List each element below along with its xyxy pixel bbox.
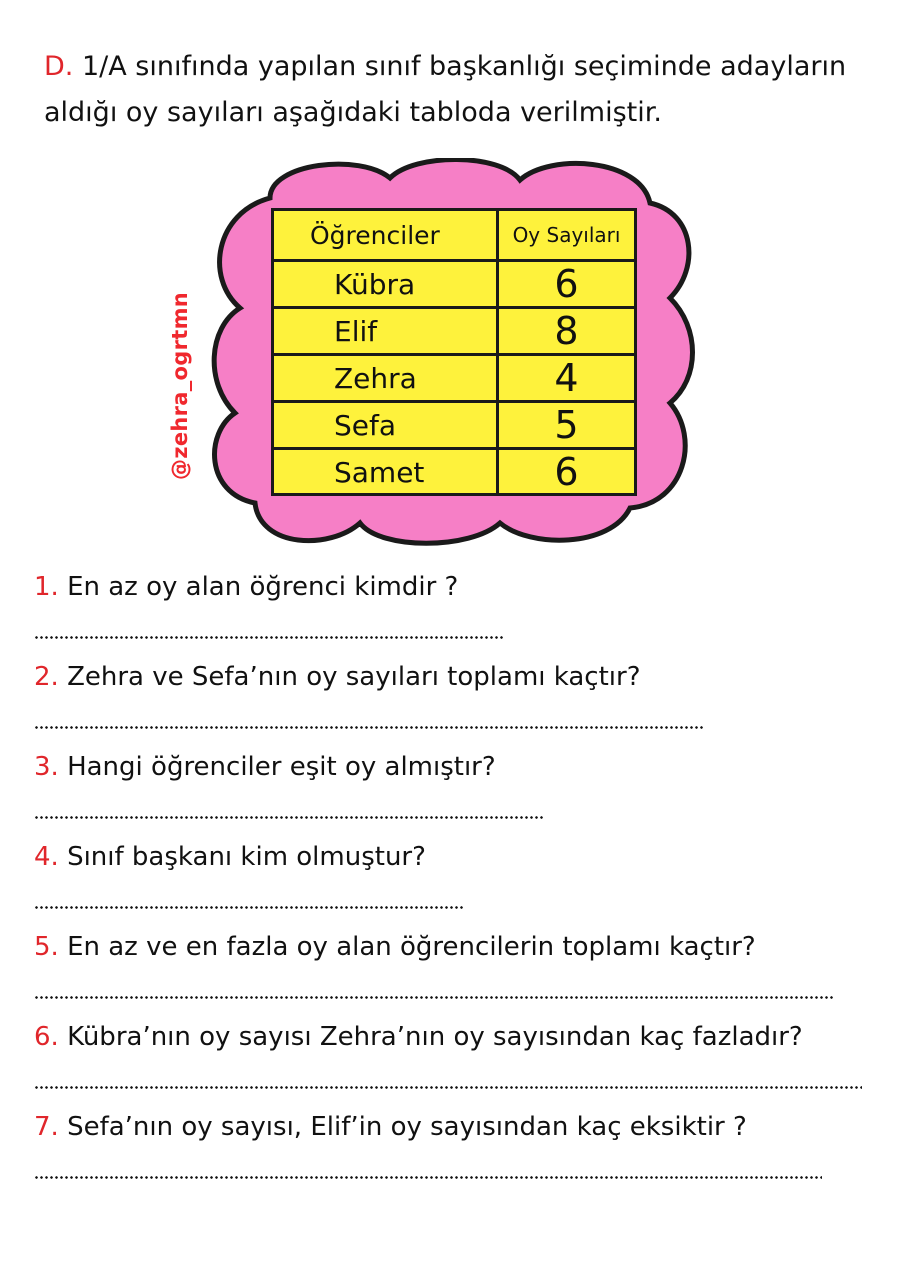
vote-count: 4 — [554, 356, 579, 400]
vote-count: 6 — [554, 262, 579, 306]
question-item — [34, 1108, 894, 1198]
question-item — [34, 1018, 894, 1108]
answer-line[interactable] — [34, 816, 544, 819]
question-item — [34, 748, 894, 838]
table-row — [274, 353, 634, 400]
intro-line-2: aldığı oy sayıları aşağıdaki tabloda verilmiştir. — [44, 97, 662, 128]
question-number: 3. — [34, 752, 59, 782]
question-number: 7. — [34, 1112, 59, 1142]
student-name: Elif — [274, 309, 499, 353]
vote-count: 8 — [554, 309, 579, 353]
question-body: Sınıf başkanı kim olmuştur? — [67, 842, 426, 872]
answer-line[interactable] — [34, 636, 504, 639]
student-name: Samet — [274, 450, 499, 494]
table-row — [274, 306, 634, 353]
answer-line[interactable] — [34, 906, 464, 909]
question-text — [34, 572, 458, 602]
question-list — [34, 568, 894, 1198]
header-students: Öğrenciler — [274, 211, 499, 259]
question-body: En az oy alan öğrenci kimdir ? — [67, 572, 459, 602]
vote-count: 5 — [554, 403, 579, 447]
vote-table — [271, 208, 637, 496]
header-votes: Oy Sayıları — [512, 223, 621, 247]
question-number: 2. — [34, 662, 59, 692]
answer-line[interactable] — [34, 726, 704, 729]
question-number: 1. — [34, 572, 59, 602]
answer-line[interactable] — [34, 1086, 862, 1089]
question-text — [34, 1112, 747, 1142]
answer-line[interactable] — [34, 1176, 822, 1179]
question-intro — [44, 44, 899, 136]
question-number: 6. — [34, 1022, 59, 1052]
intro-line-1 — [44, 44, 899, 90]
question-text — [34, 932, 756, 962]
question-body: Kübra’nın oy sayısı Zehra’nın oy sayısından kaç fazladır? — [67, 1022, 803, 1052]
question-body: Zehra ve Sefa’nın oy sayıları toplamı kaçtır? — [67, 662, 641, 692]
question-text — [34, 662, 641, 692]
question-number: 5. — [34, 932, 59, 962]
question-item — [34, 568, 894, 658]
table-row — [274, 447, 634, 494]
vote-count: 6 — [554, 450, 579, 494]
question-text — [34, 752, 496, 782]
student-name: Kübra — [274, 262, 499, 306]
section-letter: D. — [44, 51, 74, 82]
student-name: Zehra — [274, 356, 499, 400]
question-number: 4. — [34, 842, 59, 872]
answer-line[interactable] — [34, 996, 834, 999]
table-row — [274, 400, 634, 447]
question-item — [34, 658, 894, 748]
question-text — [34, 842, 426, 872]
question-body: Sefa’nın oy sayısı, Elif’in oy sayısından kaç eksiktir ? — [67, 1112, 747, 1142]
table-header-row — [274, 211, 634, 259]
question-item — [34, 928, 894, 1018]
student-name: Sefa — [274, 403, 499, 447]
intro-text-1: 1/A sınıfında yapılan sınıf başkanlığı seçiminde adayların — [81, 51, 847, 82]
question-text — [34, 1022, 803, 1052]
question-body: En az ve en fazla oy alan öğrencilerin toplamı kaçtır? — [67, 932, 756, 962]
table-row — [274, 259, 634, 306]
question-item — [34, 838, 894, 928]
watermark-handle: @zehra_ogrtmn — [168, 291, 192, 480]
question-body: Hangi öğrenciler eşit oy almıştır? — [67, 752, 496, 782]
